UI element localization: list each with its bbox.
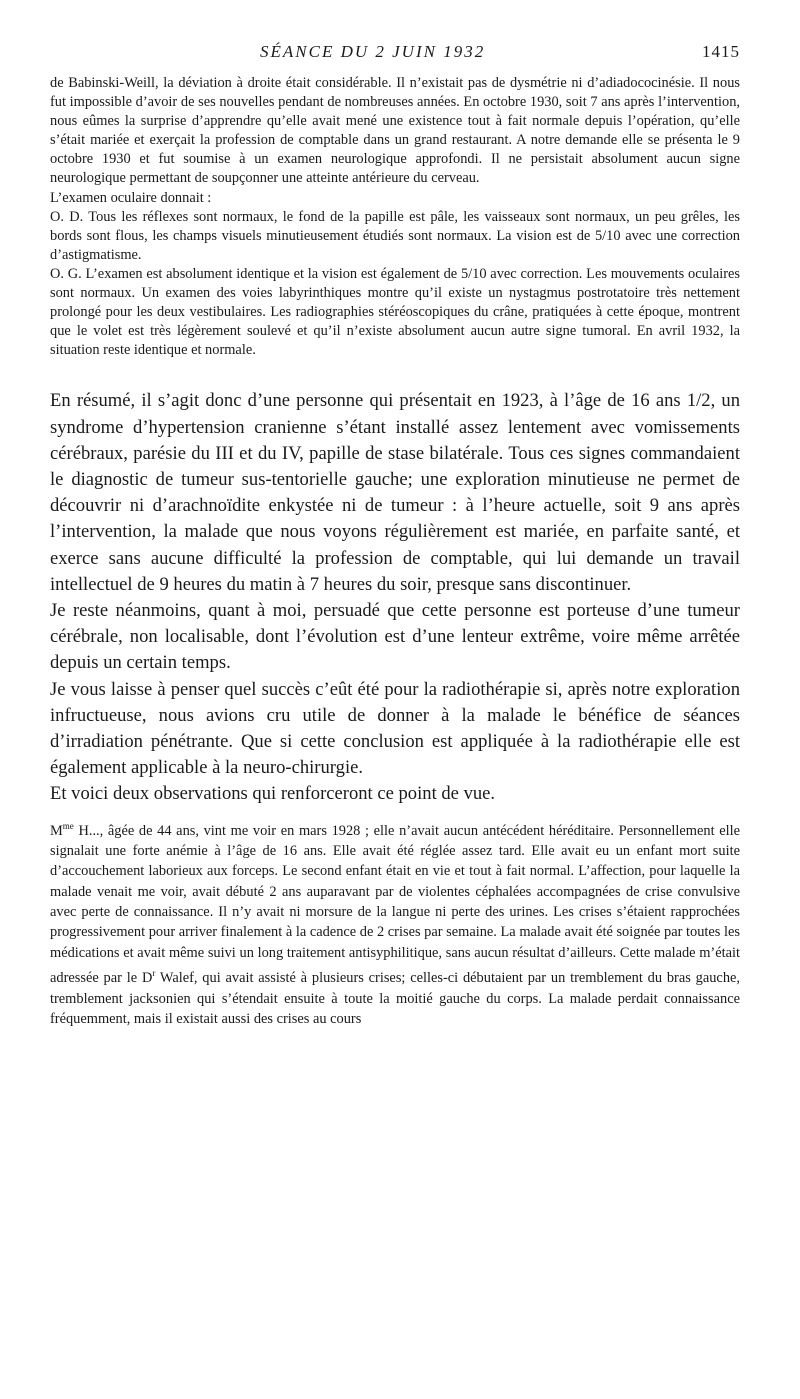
paragraph: Et voici deux observations qui renforceront ce point de vue. (50, 783, 496, 805)
paragraph: de Babinski-Weill, la déviation à droite était considérable. Il n’existait pas de dysmétrie ni d’adiadococinésie. Il nous fut impossible d’avoir de ses nouvelles pendant de nombreuses années. En octobre 1930, soit 7 ans après l’intervention, nous eûmes la surprise d’apprendre qu’elle avait mené une existence tout à fait normale depuis l’opération, qu’elle s’était mariée et exerçait la profession de comptable dans un grand restaurant. A notre demande elle se présenta le 9 octobre 1930 et fut soumise à un examen neurologique approfondi. Il ne persistait absolument aucun signe neurologique permettant de soupçonner une atteinte antérieure du cerveau. (50, 75, 740, 187)
paragraph: Je reste néanmoins, quant à moi, persuadé que cette personne est porteuse d’une tumeur cérébrale, non localisable, dont l’évolution est d’une lenteur extrême, voire même arrêtée depuis un certain temps. (50, 600, 740, 674)
observation-paragraph (50, 816, 740, 1030)
running-header (260, 42, 740, 66)
title-prefix: M (50, 822, 63, 839)
paragraph: En résumé, il s’agit donc d’une personne qui présentait en 1923, à l’âge de 16 ans 1/2, un syndrome d’hypertension cranienne s’étant installé assez lentement avec vomissements cérébraux, parésie du III et du IV, papille de stase bilatérale. Tous ces signes commandaient le diagnostic de tumeur sus-tentorielle gauche; une exploration minutieuse ne permet de découvrir ni d’arachnoïdite enkystée ni de tumeur : à l’heure actuelle, soit 9 ans après l’intervention, la malade que nous voyons régulièrement est mariée, en parfaite santé, et exerce sans aucune difficulté la profession de comptable, qui lui demande un travail intellectuel de 9 heures du matin à 7 heures du soir, presque sans discontinuer. (50, 390, 740, 595)
observation-text-continued: Walef, qui avait assisté à plusieurs crises; celles-ci débutaient par un tremblement du bras gauche, tremblement jacksonien qui s’étendait ensuite à toute la moitié gauche du corps. La malade perdait connaissance fréquemment, mais il existait aussi des crises au cours (50, 970, 740, 1027)
doctor-sup: r (152, 968, 156, 979)
paragraph: Je vous laisse à penser quel succès c’eût été pour la radiothérapie si, après notre exploration infructueuse, nous avions cru utile de donner à la malade le bénéfice de séances d’irradiation pénétrante. Que si cette conclusion est appliquée à la radiothérapie elle est également applicable à la neuro-chirurgie. (50, 678, 740, 779)
observation-section (50, 816, 740, 1030)
title-prefix-sup: me (62, 820, 74, 831)
page-number: 1415 (702, 42, 740, 61)
paragraph: L’examen oculaire donnait : (50, 189, 212, 206)
case-history-section (50, 74, 740, 360)
paragraph: O. G. L’examen est absolument identique et la vision est également de 5/10 avec correction. Les mouvements oculaires sont normaux. Un examen des voies labyrinthiques montre qu’il existe un nystagmus postrotatoire très nettement prolongé pour les deux vestibulaires. Les radiographies stéréoscopiques du crâne, pratiquées à cette époque, montrent que le volet est très légèrement soulevé et qu’il n’existe absolument aucun autre signe tumoral. En avril 1932, la situation reste identique et normale. (50, 265, 740, 359)
summary-section (50, 388, 740, 807)
article-body (50, 74, 740, 1029)
running-title: SÉANCE DU 2 JUIN 1932 (260, 42, 486, 61)
observation-text: H..., âgée de 44 ans, vint me voir en mars 1928 ; elle n’avait aucun antécédent héréditaire. Personnellement elle signalait une forte anémie à l’âge de 16 ans. Elle avait été réglée assez tard. Elle avait eu un enfant mort suite d’accouchement laborieux aux forceps. Le second enfant était en vie et tout à fait normal. L’affection, pour laquelle la malade venait me voir, avait débuté 2 ans auparavant par de violentes céphalées accompagnées de crise convulsive avec perte de connaissance. Il n’y avait ni morsure de la langue ni perte des urines. Les crises s’étaient rapprochées progressivement pour arriver finalement à la cadence de 2 crises par semaine. La malade avait été soignée par toutes les médications et avait même suivi un long traitement antisyphilitique, sans aucun résultat d’ailleurs. Cette malade m’était adressée par le D (50, 822, 740, 987)
paragraph: O. D. Tous les réflexes sont normaux, le fond de la papille est pâle, les vaisseaux sont normaux, un peu grêles, les bords sont flous, les champs visuels minutieusement étudiés sont normaux. La vision est de 5/10 avec une correction d’astigmatisme. (50, 208, 740, 263)
